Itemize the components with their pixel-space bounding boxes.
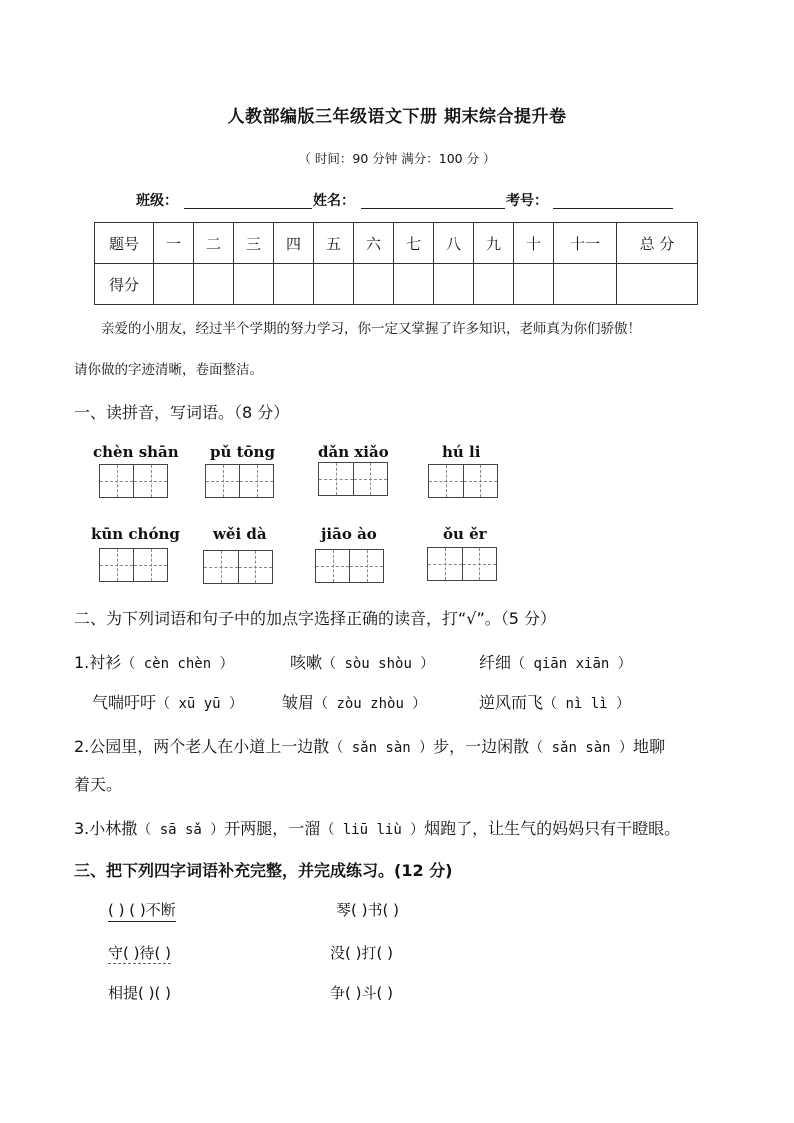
pinyin-choice[interactable]: （ sǎn sàn ） (329, 740, 434, 756)
score-header-cell: 七 (394, 223, 434, 264)
question-word: 气喘吁吁 (92, 693, 157, 712)
sentence-text: 2.公园里，两个老人在小道上一边散 (74, 737, 330, 756)
question-word: 1.衬衫 (74, 653, 122, 672)
sentence-text: 地聊 (633, 737, 666, 756)
pinyin-choice[interactable]: （ sǎn sàn ） (529, 740, 634, 756)
intro-line-2: 请你做的字迹清晰，卷面整洁。 (74, 362, 263, 378)
pinyin-label: dǎn xiǎo (318, 443, 389, 461)
pinyin-choice[interactable]: （ qiān xiān ） (511, 656, 632, 672)
writing-grid[interactable] (205, 464, 274, 498)
score-header-cell: 三 (234, 223, 274, 264)
pinyin-choice[interactable]: （ xū yū ） (156, 696, 244, 712)
score-cell[interactable] (154, 264, 194, 305)
writing-grid[interactable] (428, 464, 498, 498)
idiom-blank[interactable]: 争( )斗( ) (330, 984, 393, 1002)
number-field[interactable] (553, 208, 673, 209)
score-header-cell: 四 (274, 223, 314, 264)
writing-grid[interactable] (318, 462, 388, 496)
page-title: 人教部编版三年级语文下册 期末综合提升卷 (227, 107, 567, 127)
section-2-heading: 二、为下列词语和句子中的加点字选择正确的读音，打“√”。（5 分） (74, 609, 557, 628)
idiom-blank[interactable]: 相提( )( ) (108, 984, 171, 1002)
writing-grid[interactable] (427, 547, 497, 581)
writing-grid[interactable] (315, 549, 384, 583)
score-cell[interactable] (554, 264, 617, 305)
score-header-cell: 题号 (95, 223, 154, 264)
pinyin-label: jiāo ào (321, 525, 377, 543)
writing-grid[interactable] (203, 550, 273, 584)
sentence-text: 步，一边闲散 (433, 737, 530, 756)
score-header-cell: 十 (514, 223, 554, 264)
question-word: 咳嗽 (290, 653, 323, 672)
score-row-label: 得分 (95, 264, 154, 305)
question-word: 皱眉 (282, 693, 315, 712)
score-cell[interactable] (354, 264, 394, 305)
idiom-blank[interactable]: 守( )待( ) (108, 944, 171, 962)
question-item (479, 650, 632, 673)
question-item (479, 690, 630, 713)
question-item (74, 650, 234, 673)
class-field[interactable] (184, 208, 312, 209)
pinyin-choice[interactable]: （ cèn chèn ） (121, 656, 234, 672)
exam-subtitle: （ 时间：90 分钟 满分：100 分 ） (298, 151, 496, 166)
sentence-text: 着天。 (74, 775, 123, 794)
pinyin-label: wěi dà (213, 525, 267, 543)
writing-grid[interactable] (99, 464, 168, 498)
score-header-cell: 十一 (554, 223, 617, 264)
intro-line-1: 亲爱的小朋友，经过半个学期的努力学习，你一定又掌握了许多知识，老师真为你们骄傲！ (101, 321, 641, 337)
score-table-header-row (95, 223, 698, 264)
question-item (290, 650, 434, 673)
pinyin-label: hú li (442, 443, 481, 461)
score-cell[interactable] (274, 264, 314, 305)
class-label: 班级： (136, 193, 178, 209)
score-cell[interactable] (617, 264, 698, 305)
score-header-cell: 五 (314, 223, 354, 264)
idiom-blank[interactable]: 琴( )书( ) (336, 901, 399, 919)
sentence-text: 3.小林撒 (74, 819, 138, 838)
idiom-blank[interactable]: ( ) ( )不断 (108, 899, 176, 922)
pinyin-choice[interactable]: （ zòu zhòu ） (314, 696, 427, 712)
pinyin-label: kūn chóng (91, 525, 180, 543)
writing-grid[interactable] (99, 548, 168, 582)
pinyin-label: chèn shān (93, 443, 179, 461)
number-label: 考号： (506, 193, 548, 209)
pinyin-label: ǒu ěr (443, 525, 487, 543)
pinyin-label: pǔ tōng (210, 443, 275, 461)
question-sentence (74, 816, 680, 839)
pinyin-choice[interactable]: （ sā sǎ ） (137, 822, 225, 838)
score-header-cell: 总 分 (617, 223, 698, 264)
pinyin-choice[interactable]: （ liū liù ） (320, 822, 425, 838)
question-sentence (74, 734, 665, 757)
score-cell[interactable] (194, 264, 234, 305)
score-cell[interactable] (394, 264, 434, 305)
pinyin-choice[interactable]: （ nì lì ） (543, 696, 631, 712)
sentence-text: 开两腿，一溜 (224, 819, 321, 838)
score-table (94, 222, 698, 305)
score-header-cell: 一 (154, 223, 194, 264)
pinyin-choice[interactable]: （ sòu shòu ） (322, 656, 435, 672)
section-3-heading: 三、把下列四字词语补充完整，并完成练习。(12 分) (74, 861, 453, 880)
section-1-heading: 一、读拼音，写词语。（8 分） (74, 403, 290, 422)
name-label: 姓名： (313, 193, 355, 209)
score-cell[interactable] (314, 264, 354, 305)
score-header-cell: 六 (354, 223, 394, 264)
score-cell[interactable] (234, 264, 274, 305)
score-cell[interactable] (434, 264, 474, 305)
score-cell[interactable] (514, 264, 554, 305)
score-cell[interactable] (474, 264, 514, 305)
sentence-text: 烟跑了，让生气的妈妈只有干瞪眼。 (424, 819, 681, 838)
question-item (282, 690, 426, 713)
question-word: 纤细 (479, 653, 512, 672)
name-field[interactable] (361, 208, 505, 209)
score-table-row (95, 264, 698, 305)
idiom-blank[interactable]: 没( )打( ) (330, 944, 393, 962)
score-header-cell: 九 (474, 223, 514, 264)
question-item (92, 690, 243, 713)
question-word: 逆风而飞 (479, 693, 544, 712)
score-header-cell: 二 (194, 223, 234, 264)
score-header-cell: 八 (434, 223, 474, 264)
